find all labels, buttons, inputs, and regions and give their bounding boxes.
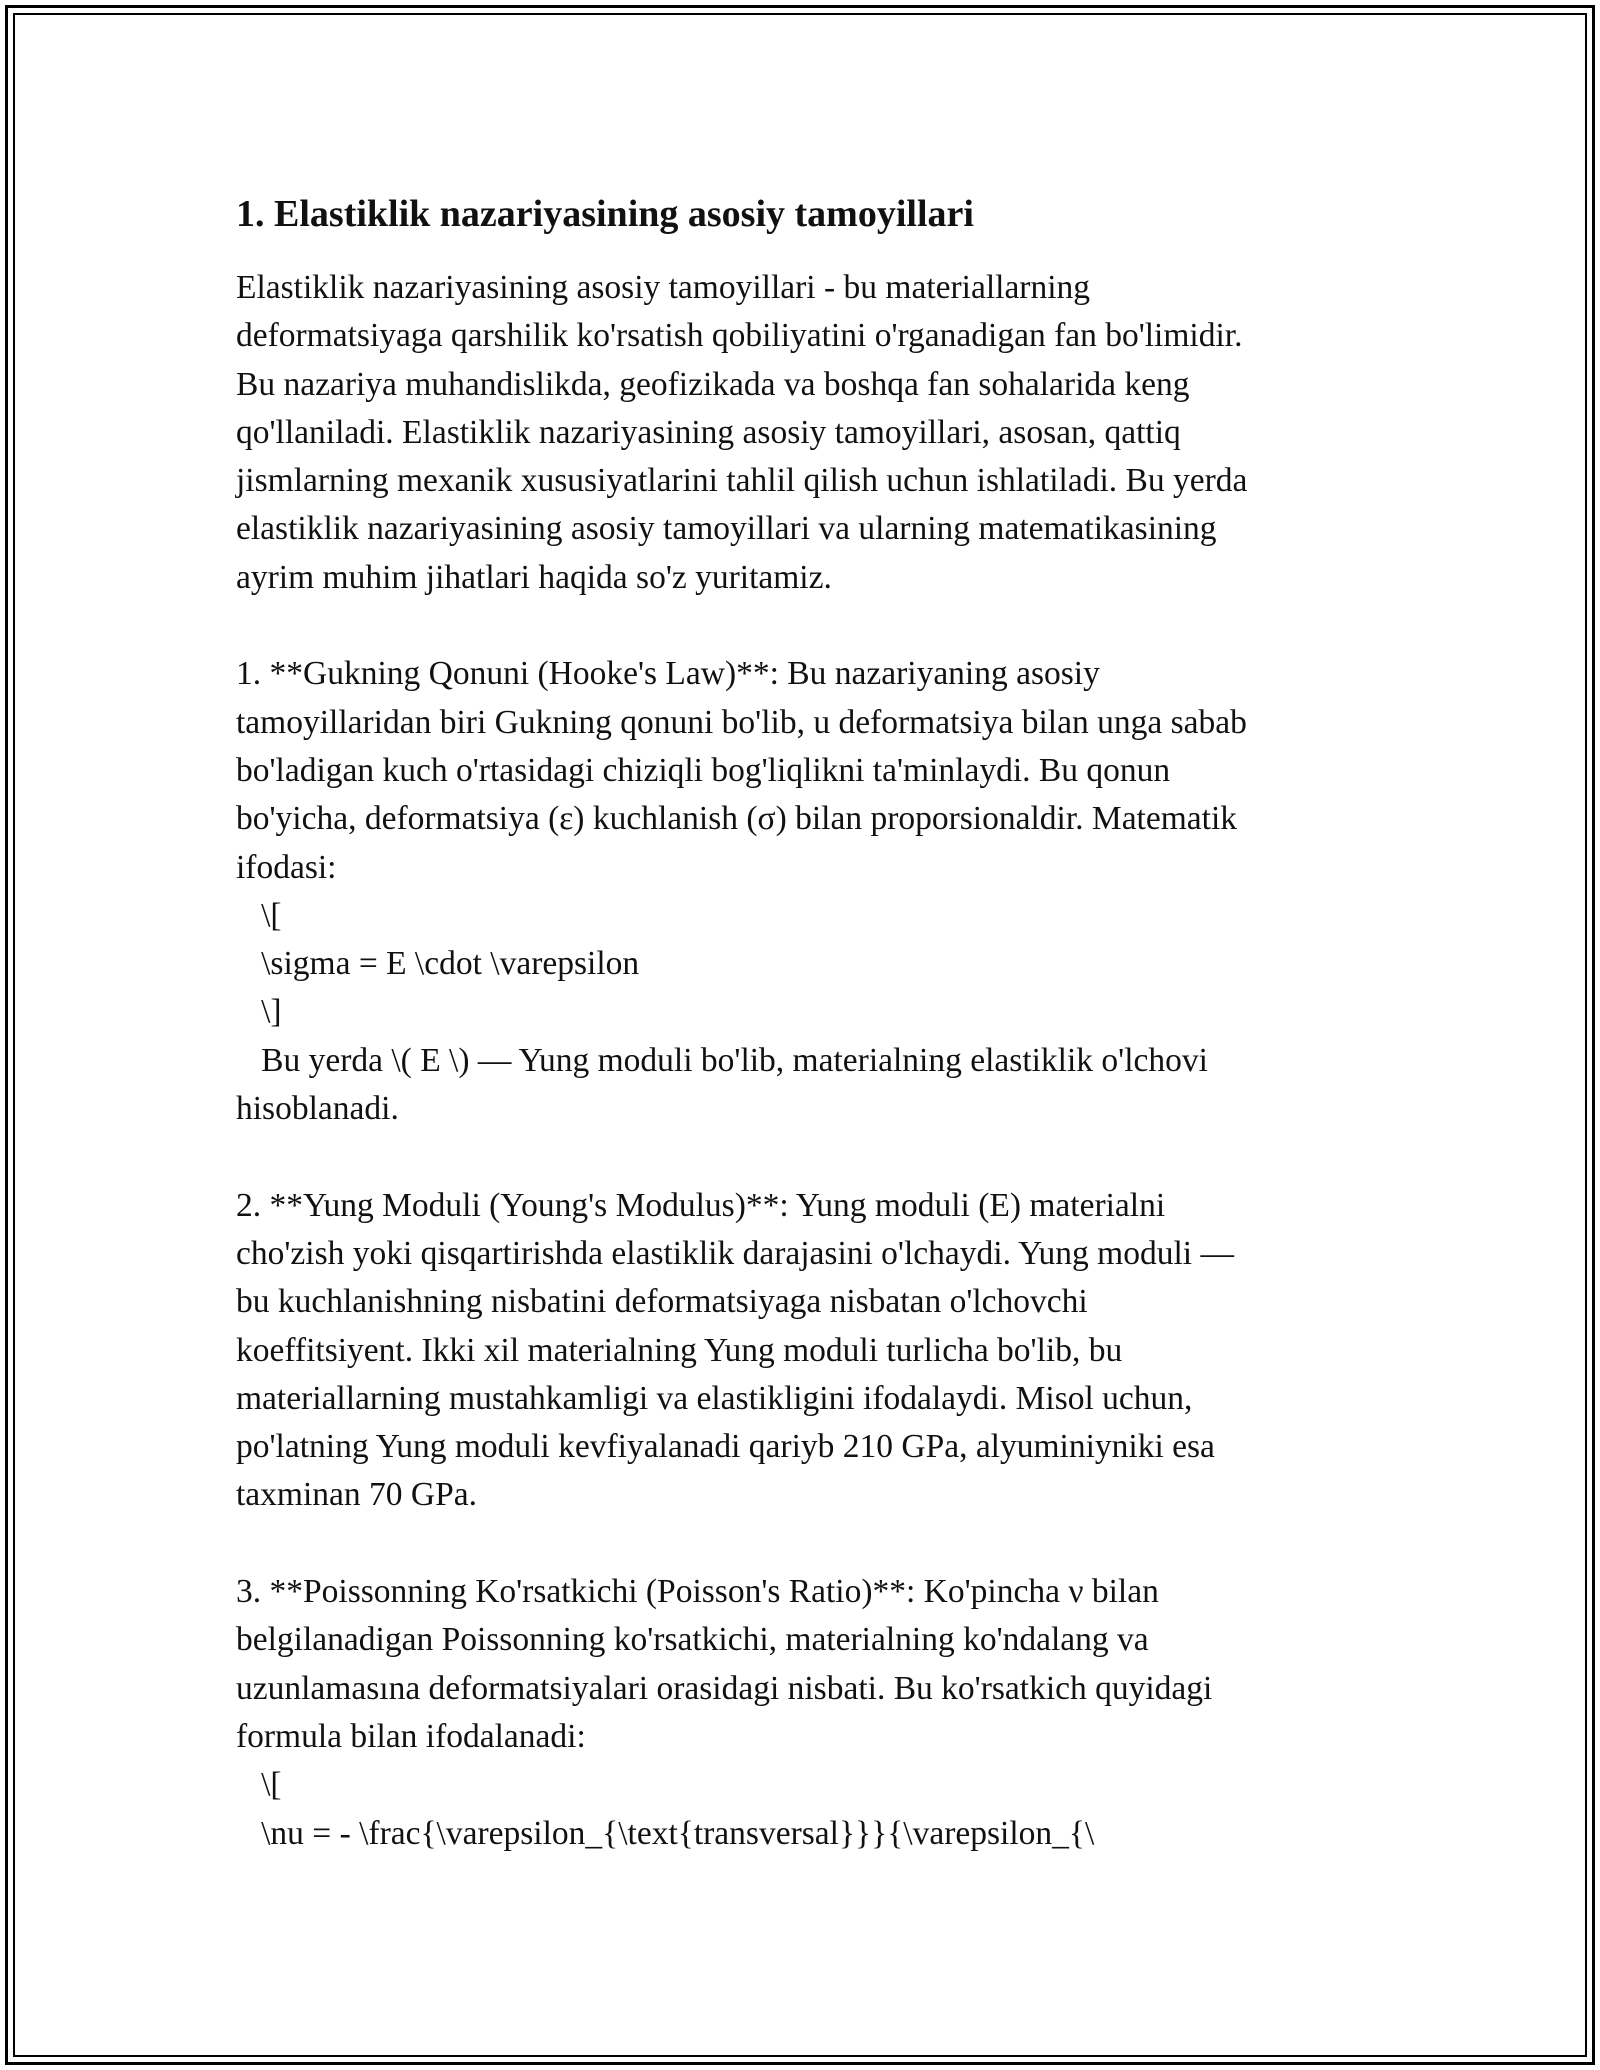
paragraph-gap <box>236 1520 1366 1568</box>
section-hookes-law: 1. **Gukning Qonuni (Hooke's Law)**: Bu nazariyaning asosiy tamoyillaridan biri Gukning qonuni bo'lib, u deformatsiya bilan unga sabab bo'ladigan kuch o'rtasidagi chiziqli bog'liqlikni ta'minlaydi. Bu qonun bo'yicha, deformatsiya (ε) kuchlanish (σ) bilan proporsionaldir. Matematik ifodasi: \[ \sigma = E \cdot \varepsilon \] Bu yerda \( E \) — Yung moduli bo'lib, materialning elastiklik o'lchovi hisoblanadi. <box>236 655 1247 1128</box>
paragraph-gap <box>236 1133 1366 1181</box>
document-heading: 1. Elastiklik nazariyasining asosiy tamoyillari <box>236 193 974 235</box>
section-poissons-ratio: 3. **Poissonning Ko'rsatkichi (Poisson's Ratio)**: Ko'pincha ν bilan belgilanadigan Poissonning ko'rsatkichi, materialning ko'ndalang va uzunlamasına deformatsiyalari orasidagi nisbati. Bu ko'rsatkich quyidagi formula bilan ifodalanadi: \[ \nu = - \frac{\varepsilon_{\text{transversal}}}{\varepsilon_{\ <box>236 1573 1213 1852</box>
document-body <box>236 186 1366 1858</box>
section-youngs-modulus: 2. **Yung Moduli (Young's Modulus)**: Yung moduli (E) materialni cho'zish yoki qisqartirishda elastiklik darajasini o'lchaydi. Yung moduli — bu kuchlanishning nisbatini deformatsiyaga nisbatan o'lchovchi koeffitsiyent. Ikki xil materialning Yung moduli turlicha bo'lib, bu materiallarning mustahkamligi va elastikligini ifodalaydi. Misol uchun, po'latning Yung moduli kevfiyalanadi qariyb 210 GPa, alyuminiyniki esa taxminan 70 GPa. <box>236 1186 1234 1514</box>
intro-paragraph: Elastiklik nazariyasining asosiy tamoyillari - bu materiallarning deformatsiyaga qarshilik ko'rsatish qobiliyatini o'rganadigan fan bo'limidir. Bu nazariya muhandislikda, geofizikada va boshqa fan sohalarida keng qo'llaniladi. Elastiklik nazariyasining asosiy tamoyillari, asosan, qattiq jismlarning mexanik xususiyatlarini tahlil qilish uchun ishlatiladi. Bu yerda elastiklik nazariyasining asosiy tamoyillari va ularning matematikasining ayrim muhim jihatlari haqida so'z yuritamiz. <box>236 269 1248 596</box>
paragraph-gap <box>236 602 1366 650</box>
